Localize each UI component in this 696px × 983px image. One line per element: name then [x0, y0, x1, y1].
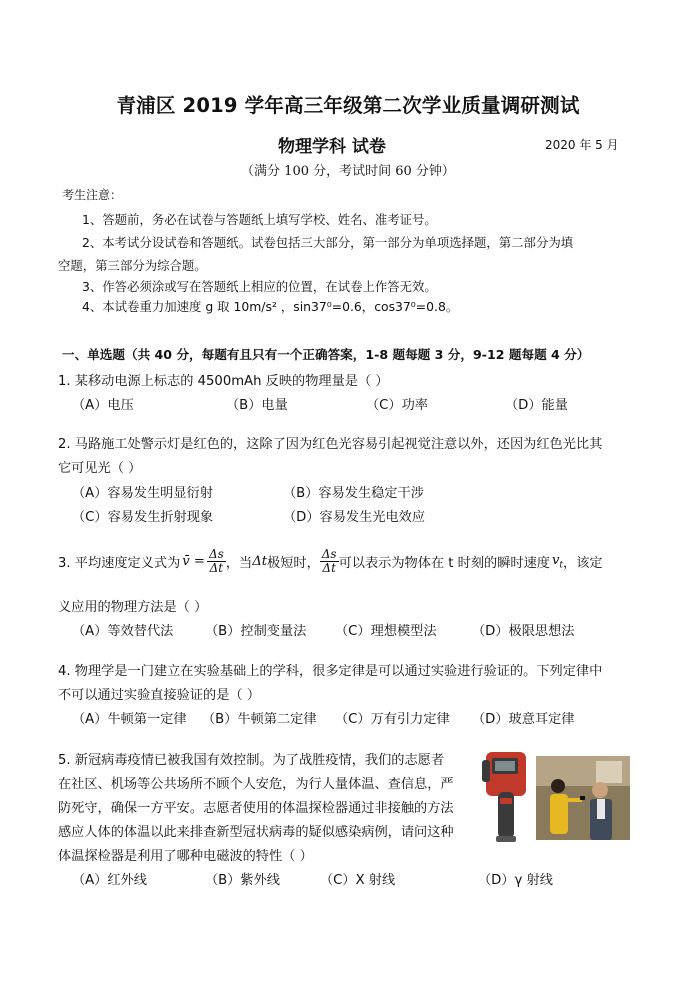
q3-vt	[552, 553, 563, 571]
q5-option-c: （C）X 射线	[320, 873, 396, 888]
q1-option-d: （D）能量	[505, 398, 568, 413]
q3-vbar: v̄ =	[182, 554, 205, 569]
q3-fraction-1	[207, 548, 226, 575]
notice-item-4: 4、本试卷重力加速度 g 取 10m/s² ，sin37⁰=0.6，cos37⁰=0.8。	[82, 299, 459, 314]
q1-stem: 1. 某移动电源上标志的 4500mAh 反映的物理量是（ ）	[58, 374, 389, 389]
notice-item-1: 1、答题前，务必在试卷与答题纸上填写学校、姓名、准考证号。	[82, 212, 437, 227]
notice-item-3: 3、作答必须涂或写在答题纸上相应的位置，在试卷上作答无效。	[82, 279, 437, 294]
q1-option-b: （B）电量	[226, 398, 288, 413]
notice-item-2-line-1: 2、本考试分设试卷和答题纸。试卷包括三大部分，第一部分为单项选择题，第二部分为填	[82, 235, 574, 250]
notice-item-2-line-2: 空题，第三部分为综合题。	[58, 258, 207, 273]
q3-fraction-2-numerator: Δs	[321, 547, 337, 561]
q4-stem-line-2: 不可以通过实验直接验证的是（ ）	[58, 688, 261, 703]
q2-stem-line-1: 2. 马路施工处警示灯是红色的，这除了因为红色光容易引起视觉注意以外，还因为红色光比其	[58, 437, 603, 452]
exam-date: 2020 年 5 月	[545, 138, 619, 152]
q3-stem-line-1	[58, 548, 603, 575]
q3-text-2: ，当	[225, 556, 253, 571]
q3-stem-line-2: 义应用的物理方法是（ ）	[58, 600, 208, 615]
q3-text-1: 3. 平均速度定义式为	[58, 556, 181, 571]
q3-vt-symbol: v	[551, 552, 560, 568]
q5-option-d: （D）γ 射线	[478, 873, 553, 888]
q3-option-c: （C）理想模型法	[335, 624, 437, 639]
full-score-note: （满分 100 分，考试时间 60 分钟）	[241, 164, 455, 179]
q4-option-d: （D）玻意耳定律	[472, 712, 575, 727]
exam-title: 青浦区 2019 学年高三年级第二次学业质量调研测试	[116, 94, 580, 117]
infrared-thermometer-illustration	[476, 748, 532, 848]
q3-vt-subscript: t	[559, 560, 564, 571]
exam-subtitle: 物理学科 试卷	[278, 137, 386, 157]
q3-delta-t: Δt	[252, 554, 268, 569]
q2-stem-line-2: 它可见光（ ）	[58, 461, 142, 476]
q2-option-d: （D）容易发生光电效应	[283, 510, 426, 525]
q4-option-c: （C）万有引力定律	[335, 712, 450, 727]
q5-stem-line-5: 体温探检器是利用了哪种电磁波的特性（ ）	[58, 849, 313, 864]
q1-option-c: （C）功率	[366, 398, 428, 413]
q5-stem-line-2: 在社区、机场等公共场所不顾个人安危，为行人量体温、查信息，严	[58, 777, 454, 792]
q2-option-b: （B）容易发生稳定干涉	[283, 486, 424, 501]
q3-text-5: ，该定	[563, 556, 603, 571]
q4-option-b: （B）牛顿第二定律	[202, 712, 317, 727]
notice-heading: 考生注意：	[62, 188, 123, 202]
q3-fraction-1-denominator: Δt	[209, 561, 224, 575]
q3-option-d: （D）极限思想法	[472, 624, 575, 639]
q3-fraction-2-denominator: Δt	[322, 561, 336, 575]
q5-stem-line-3: 防死守，确保一方平安。志愿者使用的体温探检器通过非接触的方法	[58, 801, 454, 816]
q5-option-a: （A）红外线	[72, 873, 147, 888]
q2-option-c: （C）容易发生折射现象	[72, 510, 214, 525]
q3-fraction-2	[320, 548, 339, 575]
q5-option-b: （B）紫外线	[205, 873, 280, 888]
q5-stem-line-1: 5. 新冠病毒疫情已被我国有效控制。为了战胜疫情，我们的志愿者	[58, 753, 445, 768]
q4-stem-line-1: 4. 物理学是一门建立在实验基础上的学科，很多定律是可以通过实验进行验证的。下列定律中	[58, 664, 603, 679]
q3-fraction-1-numerator: Δs	[208, 547, 224, 561]
q3-text-4: 可以表示为物体在 t 时刻的瞬时速度	[338, 556, 550, 571]
q4-option-a: （A）牛顿第一定律	[72, 712, 187, 727]
section-1-heading: 一、单选题（共 40 分，每题有且只有一个正确答案，1-8 题每题 3 分，9-12 题每题 4 分）	[62, 347, 590, 362]
q3-text-3: 极短时，	[267, 556, 320, 571]
volunteer-photo	[536, 756, 630, 840]
q1-option-a: （A）电压	[72, 398, 134, 413]
q3-option-b: （B）控制变量法	[205, 624, 307, 639]
q5-stem-line-4: 感应人体的体温以此来排查新型冠状病毒的疑似感染病例，请问这种	[58, 825, 454, 840]
q3-option-a: （A）等效替代法	[72, 624, 174, 639]
q2-option-a: （A）容易发生明显衍射	[72, 486, 213, 501]
